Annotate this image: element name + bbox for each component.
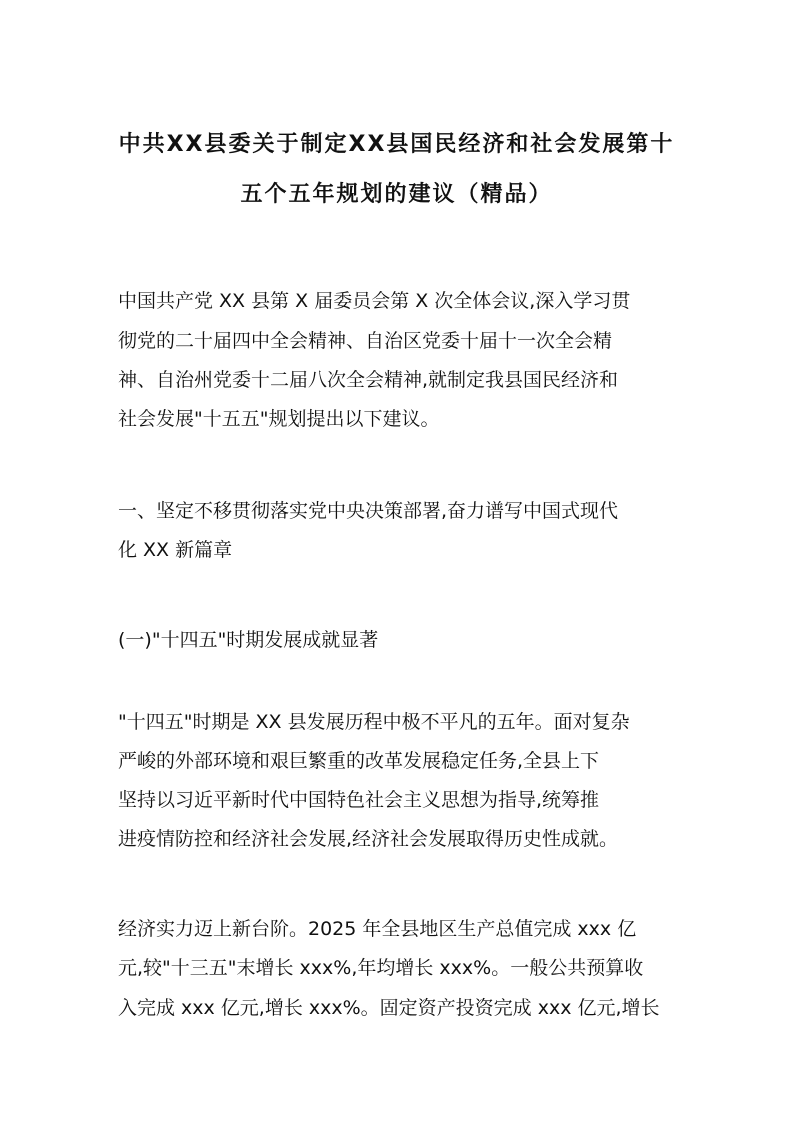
- intro-line-3: 神、自治州党委十二届八次全会精神,就制定我县国民经济和: [118, 369, 619, 391]
- section1-heading-line-1: 一、坚定不移贯彻落实党中央决策部署,奋力谱写中国式现代: [118, 500, 619, 522]
- subsection1-heading: (一)"十四五"时期发展成就显著: [118, 629, 379, 651]
- para1-line-1: "十四五"时期是 XX 县发展历程中极不平凡的五年。面对复杂: [118, 711, 630, 733]
- para1-line-3: 坚持以习近平新时代中国特色社会主义思想为指导,统筹推: [118, 789, 600, 811]
- document-title-line-1: 中共XX县委关于制定XX县国民经济和社会发展第十: [118, 132, 675, 157]
- para1-line-4: 进疫情防控和经济社会发展,经济社会发展取得历史性成就。: [118, 828, 619, 850]
- para1-line-2: 严峻的外部环境和艰巨繁重的改革发展稳定任务,全县上下: [118, 750, 600, 772]
- para2-line-1: 经济实力迈上新台阶。2025 年全县地区生产总值完成 xxx 亿: [118, 918, 637, 940]
- intro-line-4: 社会发展"十五五"规划提出以下建议。: [118, 408, 440, 430]
- section1-heading-line-2: 化 XX 新篇章: [118, 539, 233, 561]
- document-title-line-2: 五个五年规划的建议（精品）: [240, 182, 553, 207]
- para2-line-2: 元,较"十三五"末增长 xxx%,年均增长 xxx%。一般公共预算收: [118, 957, 644, 979]
- para2-line-3: 入完成 xxx 亿元,增长 xxx%。固定资产投资完成 xxx 亿元,增长: [118, 997, 660, 1019]
- intro-line-2: 彻党的二十届四中全会精神、自治区党委十届十一次全会精: [118, 330, 613, 352]
- intro-line-1: 中国共产党 XX 县第 X 届委员会第 X 次全体会议,深入学习贯: [118, 290, 631, 312]
